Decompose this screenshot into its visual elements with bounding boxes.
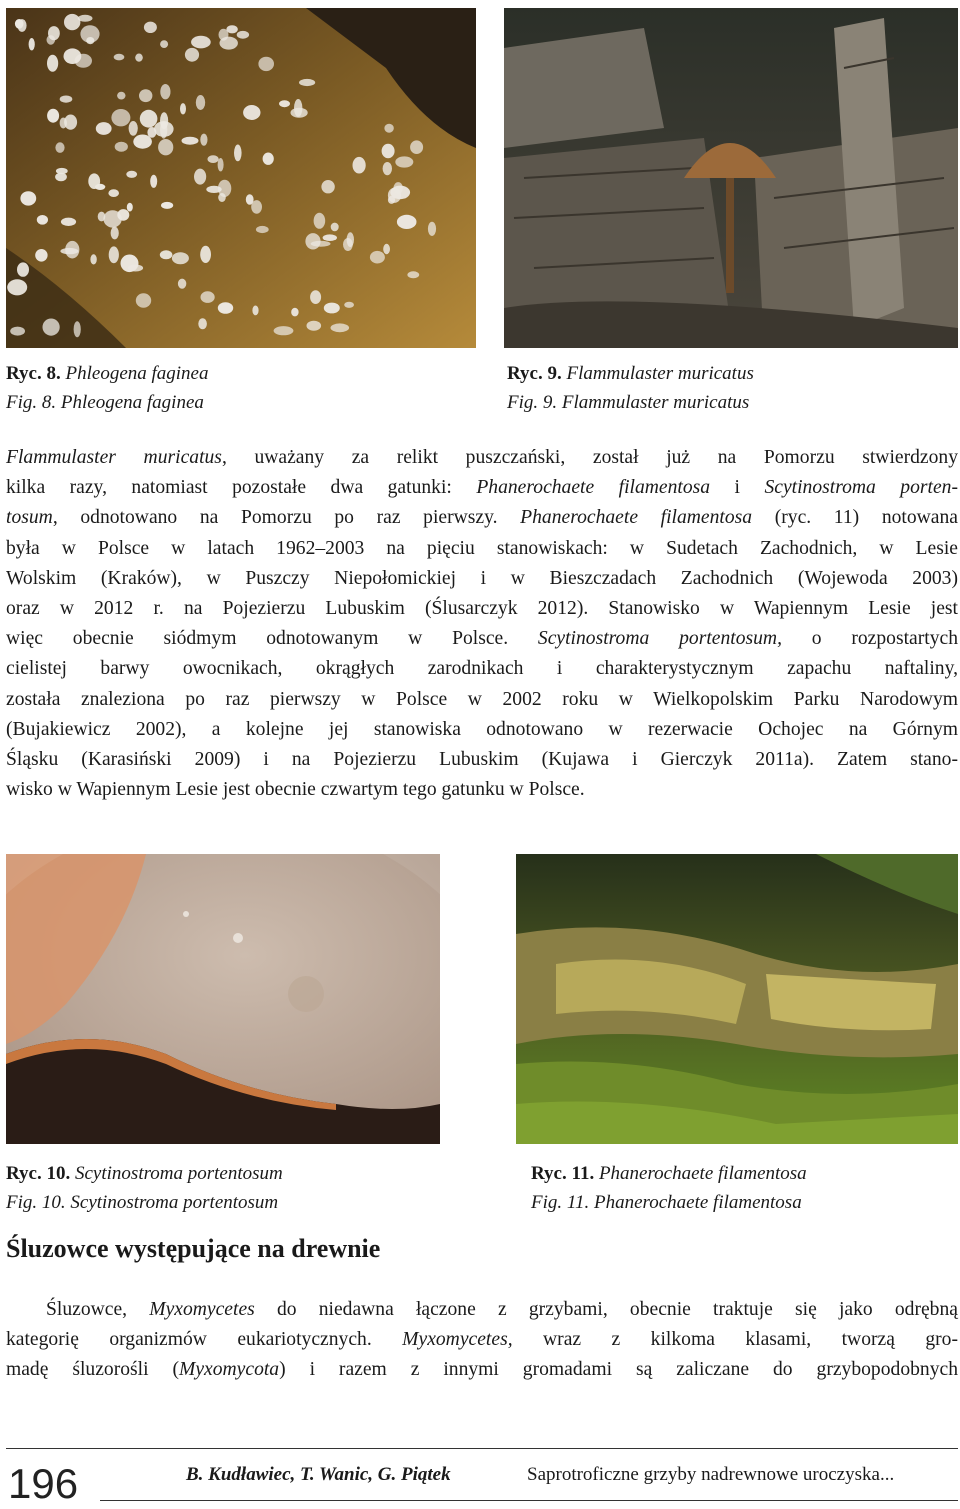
text-line [6,503,958,533]
figure-10-caption [6,1159,283,1217]
text-line: wisko w Wapiennym Lesie jest obecnie czwartym tego gatunku w Polsce. [6,779,585,801]
text-line: oraz w 2012 r. na Pojezierzu Lubuskim (Ślusarczyk 2012). Stanowisko w Wapiennym Lesie jest [6,598,958,620]
taxon-name: Myxomycetes [149,1299,255,1320]
figure-8-pl-name: Phleogena faginea [65,363,209,384]
figure-11-pl-prefix: Ryc. 11. [531,1163,595,1184]
text-run: o rozpostartych [781,628,958,650]
paragraph-myxomycetes [6,1295,958,1386]
text-run: Śluzowce, [46,1299,150,1320]
figure-10-pl-name: Scytinostroma portentosum [75,1163,283,1184]
text-line [6,1355,958,1385]
text-line [6,1325,958,1355]
figure-9-en-prefix: Fig. 9. [507,392,558,413]
footer-title: Saprotroficzne grzyby nadrewnowe uroczyska... [527,1464,895,1485]
figure-8-caption [6,359,209,417]
figure-8-en-name: Phleogena faginea [60,392,204,413]
text-run: , odnotowano na Pomorzu po raz pierwszy. [52,507,521,529]
paragraph-species-notes [6,443,958,805]
figure-11-en-name: Phanerochaete filamentosa [593,1192,802,1213]
text-run: wraz z kilkoma klasami, tworzą gro- [512,1329,958,1351]
figure-8-en-prefix: Fig. 8. [6,392,57,413]
text-run: więc obecnie siódmym odnotowanym w Polsce. [6,628,538,650]
footer-rule-top [6,1448,958,1449]
species-name: Scytinostroma porten- [764,477,958,499]
taxon-name: Myxomycota [179,1359,280,1381]
figure-11-caption [531,1159,807,1217]
footer-rule-bottom [100,1500,958,1501]
text-run: i [710,477,765,499]
figure-9-photo [504,8,958,348]
text-line: Śląsku (Karasiński 2009) i na Pojezierzu Lubuskim (Kujawa i Gierczyk 2011a). Zatem stano- [6,749,958,771]
text-line [6,473,958,503]
figure-11-en-prefix: Fig. 11. [531,1192,590,1213]
text-line: (Bujakiewicz 2002), a kolejne jej stanowiska odnotowano w rezerwacie Ochojec na Górnym [6,718,958,740]
text-run: madę śluzorośli ( [6,1359,180,1381]
figure-9-en-name: Flammulaster muricatus [561,392,750,413]
figure-11-photo [516,854,958,1144]
text-run: kategorię organizmów eukariotycznych. [6,1329,403,1351]
figure-10-pl-prefix: Ryc. 10. [6,1163,71,1184]
text-run: , uważany za relikt puszczański, został już na Pomorzu stwierdzony [221,447,958,468]
figure-9-caption [507,359,754,417]
text-line: została znaleziona po raz pierwszy w Polsce w 2002 roku w Wielkopolskim Parku Narodowym [6,688,958,710]
text-line: Wolskim (Kraków), w Puszczy Niepołomickiej i w Bieszczadach Zachodnich (Wojewoda 2003) [6,567,958,589]
page-number: 196 [8,1460,79,1507]
figure-9-pl-prefix: Ryc. 9. [507,363,562,384]
text-line: cielistej barwy owocnikach, okrągłych zarodnikach i charakterystycznym zapachu naftaliny, [6,658,958,680]
text-run: (ryc. 11) notowana [752,507,958,529]
text-line [6,443,958,473]
text-run: kilka razy, natomiast pozostałe dwa gatunki: [6,477,477,499]
text-line [6,624,958,654]
footer-authors: B. Kudławiec, T. Wanic, G. Piątek [186,1464,451,1485]
taxon-name: Myxomycetes, [402,1329,513,1351]
figure-8-photo [6,8,476,348]
section-heading: Śluzowce występujące na drewnie [6,1234,381,1263]
figure-10-en-name: Scytinostroma portentosum [70,1192,279,1213]
text-run: do niedawna łączone z grzybami, obecnie traktuje się jako odrębną [254,1299,958,1320]
species-name: Phanerochaete filamentosa [476,477,711,499]
figure-10-en-prefix: Fig. 10. [6,1192,66,1213]
figure-10-photo [6,854,440,1144]
figure-8-pl-prefix: Ryc. 8. [6,363,61,384]
species-name: Scytinostroma portentosum, [537,628,782,650]
species-name: Flammulaster muricatus [6,447,222,468]
text-line [6,1295,958,1325]
figure-9-pl-name: Flammulaster muricatus [566,363,754,384]
text-run: ) i razem z innymi gromadami są zaliczane do grzybopodobnych [279,1359,958,1381]
species-name: tosum [6,507,53,529]
figure-11-pl-name: Phanerochaete filamentosa [598,1163,807,1184]
species-name: Phanerochaete filamentosa [520,507,753,529]
text-line: była w Polsce w latach 1962–2003 na pięciu stanowiskach: w Sudetach Zachodnich, w Lesie [6,537,958,559]
